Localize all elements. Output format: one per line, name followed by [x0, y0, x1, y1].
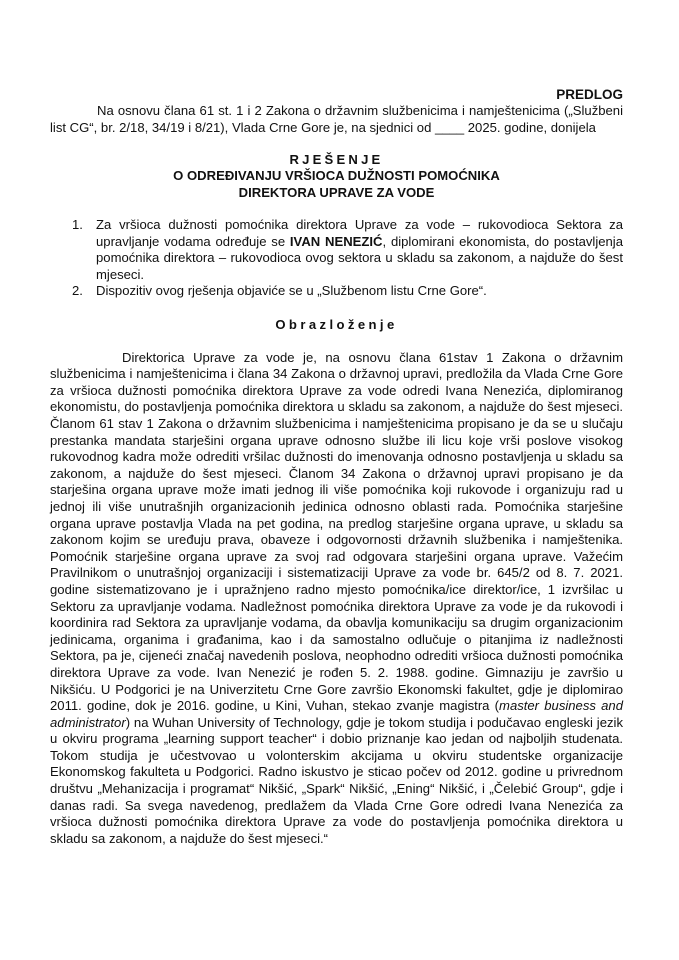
- explanation-text-cont: ) na Wuhan University of Technology, gdje je tokom studija i podučavao engleski jezik u okviru programa „learning support teacher“ i dobio priznanje kao jedan od najboljih studenata. Tokom studija je učestvovao u volonterskim akcijama u okviru studentske organizacije Ekonomskog fakulteta u Podgorici. Radno iskustvo je sticao počev od 2012. godine u privrednom društvu „Mehanizacija i programat“ Nikšić, „Spark“ Nikšić, „Ening“ Nikšić, i „Čelebić Group“, gdje i danas radi. Sa svega navedenog, predlažem da Vlada Crne Gore odredi Ivana Nenezića za vršioca dužnosti pomoćnika direktora Uprave za vode do postavljenja pomoćnika direktora u skladu sa zakonom, a najduže do šest mjeseci.“: [50, 714, 623, 846]
- explanation-paragraph: [50, 350, 623, 848]
- document-page: [50, 86, 623, 847]
- decision-item-text-cont: , diplomirani ekonomista, do postavljenja pomoćnika direktora – rukovodioca ovog sektora u skladu sa zakonom, a najduže do šest mjeseci.: [96, 233, 623, 282]
- appointee-name: IVAN NENEZIĆ: [289, 233, 383, 249]
- decision-title-main: RJEŠENJE: [289, 152, 384, 168]
- explanation-heading: Obrazloženje: [275, 317, 398, 333]
- decision-item-text: Za vršioca dužnosti pomoćnika direktora Uprave za vode – rukovodioca Sektora za upravljanje vodama određuje se: [96, 217, 623, 249]
- decision-item-number: 2.: [72, 283, 83, 299]
- decision-title-subject: O ODREĐIVANJU VRŠIOCA DUŽNOSTI POMOĆNIKA: [173, 168, 500, 184]
- decision-item: [72, 217, 623, 283]
- decision-item-number: 1.: [72, 217, 83, 233]
- degree-title-italic: master business and administrator: [50, 698, 623, 730]
- decision-title-subject-cont: DIREKTORA UPRAVE ZA VODE: [238, 184, 435, 200]
- decision-item-text: Dispozitiv ovog rješenja objaviće se u „Službenom listu Crne Gore“.: [96, 283, 487, 299]
- document-label: PREDLOG: [556, 87, 623, 102]
- explanation-text: Direktorica Uprave za vode je, na osnovu člana 61stav 1 Zakona o državnim službenicima i namještenicima i člana 34 Zakona o državnoj upravi, predložila da Vlada Crne Gore za vršioca dužnosti pomoćnika direktora Uprave za vode odredi Ivana Nenezića, diplomiranog ekonomistu, do postavljenja pomoćnika direktora u skladu sa zakonom, a najduže do šest mjeseci. Članom 61 stav 1 Zakona o državnim službenicima i namještenicima propisano je da se u slučaju prestanka mandata starješini organa uprave odnosno službe ili licu koje vrši poslove visokog rukovodnog kadra može odrediti vršilac dužnosti do imenovanja odnosno postavljenja u skladu sa zakonom, a najduže do šest mjeseci. Članom 34 Zakona o državnoj upravi propisano je da starješina organa uprave može imati jednog ili više pomoćnika koji rukovode i organizuju rad u jednoj ili više unutrašnjih organizacionih jedinica odnosno oblasti rada. Pomoćnika starješine organa uprave postavlja Vlada na pet godina, na predlog starješine organa uprave, u skladu sa zakonom kojim se uređuju prava, obaveze i odgovornosti državnih službenika i namještenika. Pomoćnik starješine organa uprave za svoj rad odgovara starješini organa uprave. Važećim Pravilnikom o unutrašnjoj organizaciji i sistematizaciji Uprave za vode br. 645/2 od 8. 7. 2021. godine sistematizovano je i upražnjeno radno mjesto pomoćnika/ice direktor/ice, 1 izvršilac u Sektoru za upravljanje vodama. Nadležnost pomoćnika direktora Uprave za vode je da rukovodi i koordinira rad Sektora za upravljanje vodama, da obavlja komunikaciju sa drugim organizacionim jedinicama, organima i građanima, kao i da samostalno odlučuje o pitanjima iz nadležnosti Sektora, pa je, cijeneći značaj navedenih poslova, neophodno odrediti vršioca dužnosti pomoćnika direktora Uprave za vode. Ivan Nenezić je rođen 5. 2. 1988. godine. Gimnaziju je završio u Nikšiću. U Podgorici je na Univerzitetu Crne Gore završio Ekonomski fakultet, gdje je diplomirao 2011. godine, dok je 2016. godine, u Kini, Vuhan, stekao zvanje magistra (: [50, 349, 623, 714]
- decision-item: [72, 283, 623, 300]
- decision-title: [50, 152, 623, 201]
- decision-items: [50, 217, 623, 300]
- legal-basis-intro: Na osnovu člana 61 st. 1 i 2 Zakona o državnim službenicima i namještenicima („Službeni list CG“, br. 2/18, 34/19 i 8/21), Vlada Crne Gore je, na sjednici od ____ 2025. godine, donijela: [50, 103, 623, 135]
